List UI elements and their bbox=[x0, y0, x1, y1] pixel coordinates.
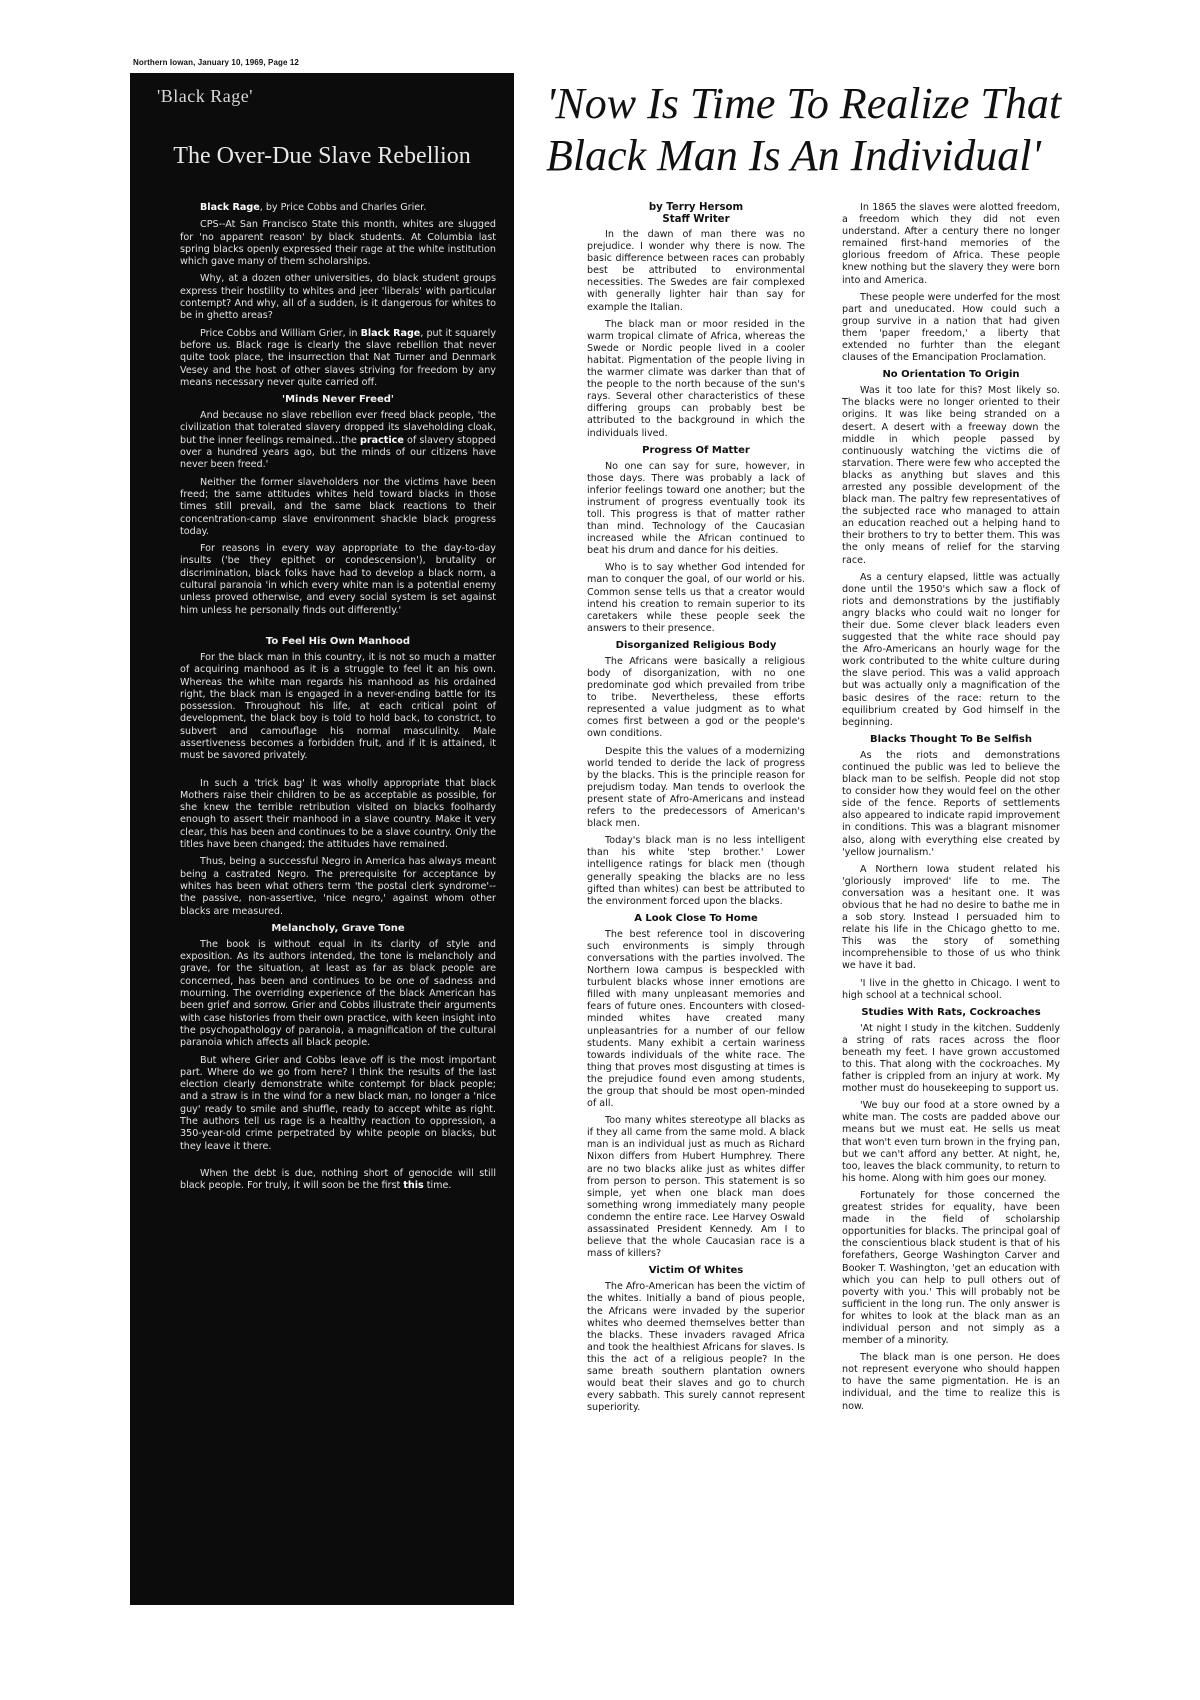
review-column bbox=[130, 73, 514, 1605]
review-kicker: 'Black Rage' bbox=[157, 86, 253, 106]
headline-line-2: Black Man Is An Individual' bbox=[546, 131, 1041, 180]
paragraph: Despite this the values of a modernizing world tended to deride the lack of progress by the blacks. This is the principle reason for prejudism today. Man tends to overlook the present state of Afro-Americans and instead refers to the predecessors of American's black men. bbox=[587, 745, 805, 830]
subheading: A Look Close To Home bbox=[634, 912, 758, 924]
paragraph: 'At night I study in the kitchen. Suddenly a string of rats races across the floor beneath my feet. I have grown accustomed to this. That along with the cockroaches. My father is crippled from an injury at work. My mother must do housekeeping to support us. bbox=[842, 1022, 1060, 1095]
paragraph: No one can say for sure, however, in those days. There was probably a lack of inferior feelings toward one another; but the instrument of progress eventually took its toll. This progress is that of matter rather than mind. Technology of the Caucasian increased while the African continued to beat his drum and dance for his deities. bbox=[587, 460, 805, 557]
paragraph: The Africans were basically a religious body of disorganization, with no one predominate god which prevailed from tribe to tribe. Nevertheless, these efforts represented a value judgment as to what comes first between a god or the people's own conditions. bbox=[587, 655, 805, 740]
paragraph: CPS--At San Francisco State this month, whites are slugged for 'no apparent reason' by black students. At Columbia last spring blacks openly expressed their rage at the white institution which gave many of them scholarships. bbox=[180, 219, 496, 268]
spacer bbox=[180, 768, 496, 778]
subheading: No Orientation To Origin bbox=[882, 369, 1020, 381]
byline-role: Staff Writer bbox=[662, 214, 730, 225]
paragraph: In 1865 the slaves were alotted freedom, a freedom which they did not even understand. After a century there no longer remained first-hand memories of the glorious freedom of Africa. These people knew nothing but the slavery they were born into and America. bbox=[842, 202, 1060, 286]
paragraph: Neither the former slaveholders nor the victims have been freed; the same attitudes whites held toward blacks in those times still prevail, and the same black reactions to their concentration-camp slave environment shackle black progress today. bbox=[180, 476, 496, 537]
subheading: Blacks Thought To Be Selfish bbox=[870, 733, 1032, 745]
paragraph: Black Rage, by Price Cobbs and Charles Grier. bbox=[200, 202, 427, 213]
article-headline bbox=[546, 78, 1086, 182]
paragraph: But where Grier and Cobbs leave off is the most important part. Where do we go from here? I think the results of the last election clearly demonstrate white contempt for black people; and a straw is in the wind for a new black man, no longer a 'nice guy' ready to smile and shuffle, ready to accept white as right. The authors tell us rage is a healthy reaction to oppression, a 350-year-old crime perpetrated by white people on blacks, but they leave it there. bbox=[180, 1054, 496, 1152]
spacer bbox=[180, 1158, 496, 1168]
paragraph: For reasons in every way appropriate to the day-to-day insults ('be they epithet or condescension'), brutality or discrimination, black folks have had to develop a black norm, a cultural paranoia 'in which every white man is a potential enemy unless proved otherwise, and every social system is set against him unless he personally finds out differently.' bbox=[180, 543, 496, 616]
subheading: To Feel His Own Manhood bbox=[265, 635, 411, 647]
paragraph: Thus, being a successful Negro in America has always meant being a castrated Negro. The prerequisite for acceptance by whites has been what others term 'the postal clerk syndrome'--the passive, non-assertive, 'nice negro,' against whom other blacks are measured. bbox=[180, 856, 496, 917]
paragraph: 'We buy our food at a store owned by a white man. The costs are padded above our means but we must eat. He sells us meat that won't even turn brown in the frying pan, but we can't afford any better. At night, he, too, leaves the black community, to return to his home. Along with him goes our money. bbox=[842, 1100, 1060, 1184]
byline-name: by Terry Hersom bbox=[648, 202, 744, 213]
subheading: Melancholy, Grave Tone bbox=[271, 922, 405, 934]
paragraph: Too many whites stereotype all blacks as if they all came from the same mold. A black man is an individual just as much as Richard Nixon differs from Hubert Humphrey. There are no two blacks alike just as whites differ from person to person. This statement is so simple, yet when one black man does something wrong immediately many people condemn the entire race. Lee Harvey Oswald assassinated President Kennedy. Am I to believe that the whole Caucasian race is a mass of killers? bbox=[587, 1115, 805, 1260]
byline bbox=[587, 202, 805, 226]
paragraph: When the debt is due, nothing short of genocide will still black people. For truly, it will soon be the first this time. bbox=[180, 1167, 496, 1192]
paragraph: Was it too late for this? Most likely so. The blacks were no longer oriented to their origins. It was like being stranded on a desert. A desert with a freeway down the middle in which people passed by continuously watching the victims die of starvation. There were few who accepted the blacks as anything but slaves and this arrested any possible development of the black man. The paltry few representatives of the subjected race who managed to attain an education reached out a helping hand to their brothers to try to better them. This was the only means of relief for the starving race. bbox=[842, 385, 1060, 566]
paragraph: Why, at a dozen other universities, do black student groups express their hostility to whites and jeer 'liberals' with particular contempt? And why, all of a sudden, is it dangerous for whites to be in ghetto areas? bbox=[180, 273, 496, 322]
subheading: Victim Of Whites bbox=[648, 1265, 744, 1277]
paragraph: The black man is one person. He does not represent everyone who should happen to have the same pigmentation. He is an individual, and the time to realize this is now. bbox=[842, 1352, 1060, 1412]
subheading: Disorganized Religious Body bbox=[615, 639, 777, 651]
paragraph: And because no slave rebellion ever freed black people, 'the civilization that tolerated slavery dropped its slaveholding cloak, but the inner feelings remained...the practice of slavery stopped over a hundred years ago, but the minds of our citizens have never been freed.' bbox=[180, 410, 496, 471]
subheading: Progress Of Matter bbox=[642, 444, 750, 456]
paragraph: 'I live in the ghetto in Chicago. I went to high school at a technical school. bbox=[842, 977, 1060, 1001]
paragraph: As a century elapsed, little was actually done until the 1950's which saw a flock of riots and demonstrations by the justifiably angry blacks who could wait no longer for their due. Some clever black leaders even suggested that the white race should pay the Afro-Americans an hourly wage for the work contributed to the white culture during the slave period. This was a valid approach but was actually only a magnification of the basic desires of the race: return to the equilibrium created by God himself in the beginning. bbox=[842, 571, 1060, 728]
spacer bbox=[180, 622, 496, 632]
paragraph: The Afro-American has been the victim of the whites. Initially a band of pious people, the Africans were invaded by the superior whites who deemed themselves better than the blacks. These invaders ravaged Africa and took the healthiest Africans for slaves. Is this the act of a religious people? In the same breath southern plantation owners would beat their slaves and go to church every sabbath. This surely cannot represent superiority. bbox=[587, 1281, 805, 1414]
article-column-2 bbox=[842, 202, 1060, 1418]
paragraph: In the dawn of man there was no prejudice. I wonder why there is now. The basic difference between races can probably best be attributed to environmental necessities. The Swedes are fair complexed with generally lighter hair than say for example the Italian. bbox=[587, 229, 805, 313]
paragraph: Price Cobbs and William Grier, in Black Rage, put it squarely before us. Black rage is clearly the slave rebellion that never quite took place, the insurrection that Nat Turner and Denmark Vesey and the host of other slaves striving for freedom by any means necessary never quite carried off. bbox=[180, 327, 497, 388]
review-body bbox=[180, 202, 496, 1197]
article-column-1 bbox=[587, 202, 805, 1419]
review-title: The Over-Due Slave Rebellion bbox=[173, 143, 471, 169]
paragraph: Who is to say whether God intended for man to conquer the goal, of our world or his. Common sense tells us that a creator would intend his creation to remain superior to its caretakers while these people seek the answers to their presence. bbox=[587, 562, 805, 634]
paragraph: A Northern Iowa student related his 'gloriously improved' life to me. The conversation was a hesitant one. It was obvious that he had no desire to bathe me in a sob story. Instead I persuaded him to relate his life in the Chicago ghetto to me. This was the story of something incomprehensible to those of us who think we have it bad. bbox=[842, 863, 1060, 972]
paragraph: The black man or moor resided in the warm tropical climate of Africa, whereas the Swede or Nordic people lived in a cooler habitat. Pigmentation of the people living in the warmer climate was darker than that of the people to the north because of the sun's rays. Several other characteristics of these differing groups can probably best be attributed to the background in which the individuals lived. bbox=[587, 318, 805, 439]
paragraph: Fortunately for those concerned the greatest strides for equality, have been made in the field of scholarship opportunities for blacks. The principal goal of the conscientious black student is that of his forefathers, George Washington Carver and Booker T. Washington, 'get an education with which you can help to pull others out of poverty with you.' This will probably not be sufficient in the long run. The only answer is for whites to look at the black man as an individual person and not simply as a member of a minority. bbox=[842, 1189, 1060, 1347]
subheading: 'Minds Never Freed' bbox=[282, 394, 394, 406]
paragraph: These people were underfed for the most part and uneducated. How could such a group survive in a nation that had given them 'paper freedom,' a liberty that extended no furhter than the elegant clauses of the Emancipation Proclamation. bbox=[842, 291, 1060, 364]
paragraph: Today's black man is no less intelligent than his white 'step brother.' Lower intelligence ratings for black men (though generally speaking the blacks are no less gifted than whites) can best be attributed to the environment forced upon the blacks. bbox=[587, 835, 805, 907]
headline-line-1: 'Now Is Time To Realize That bbox=[546, 79, 1062, 128]
subheading: Studies With Rats, Cockroaches bbox=[861, 1006, 1041, 1018]
paragraph: For the black man in this country, it is not so much a matter of acquiring manhood as it is a struggle to feel it an his own. Whereas the white man regards his manhood as his ordained right, the black man is engaged in a never-ending battle for its possession. Throughout his life, at each critical point of development, the black boy is told to hold back, to constrict, to subvert and camouflage his normal masculinity. Male assertiveness becomes a forbidden fruit, and if it is attained, it must be savored privately. bbox=[180, 651, 496, 762]
paragraph: In such a 'trick bag' it was wholly appropriate that black Mothers raise their children to be as acceptable as possible, for she knew the terrible retribution visited on blacks foolhardy enough to assert their manhood in a slave country. Make it very clear, this has been and continues to be a slave country. Only the titles have been changed; the attitudes have remained. bbox=[180, 777, 496, 851]
paragraph: The best reference tool in discovering such environments is simply through conversations with the parties involved. The Northern Iowa campus is bespeckled with turbulent blacks whose inner emotions are filled with many unpleasant memories and fears of future ones. Encounters with closed-minded whites have created many unpleasantries for a number of our fellow students. Many exhibit a certain wariness towards individuals of the white race. The thing that proves most disgusting at times is the prejudice found even among students, the group that should be most open-minded of all. bbox=[587, 928, 805, 1110]
paragraph: As the riots and demonstrations continued the public was led to believe the black man to be selfish. People did not stop to consider how they would feel on the other side of the fence. Reports of settlements also appeared to indicate rapid improvement in conditions. This was a blagrant misnomer also, along with everything else created by 'yellow journalism.' bbox=[842, 749, 1060, 858]
page-folio: Northern Iowan, January 10, 1969, Page 12 bbox=[133, 58, 299, 67]
paragraph: The book is without equal in its clarity of style and exposition. As its authors intended, the tone is melancholy and grave, for the situation, at least as far as black people are concerned, has been and continues to be one of sadness and mourning. The overriding experience of the black American has been grief and sorrow. Grier and Cobbs illustrate their arguments with case histories from their own practice, with keen insight into the psychopathology of paranoia, a magnification of the cultural paranoia which affects all black people. bbox=[180, 938, 496, 1049]
